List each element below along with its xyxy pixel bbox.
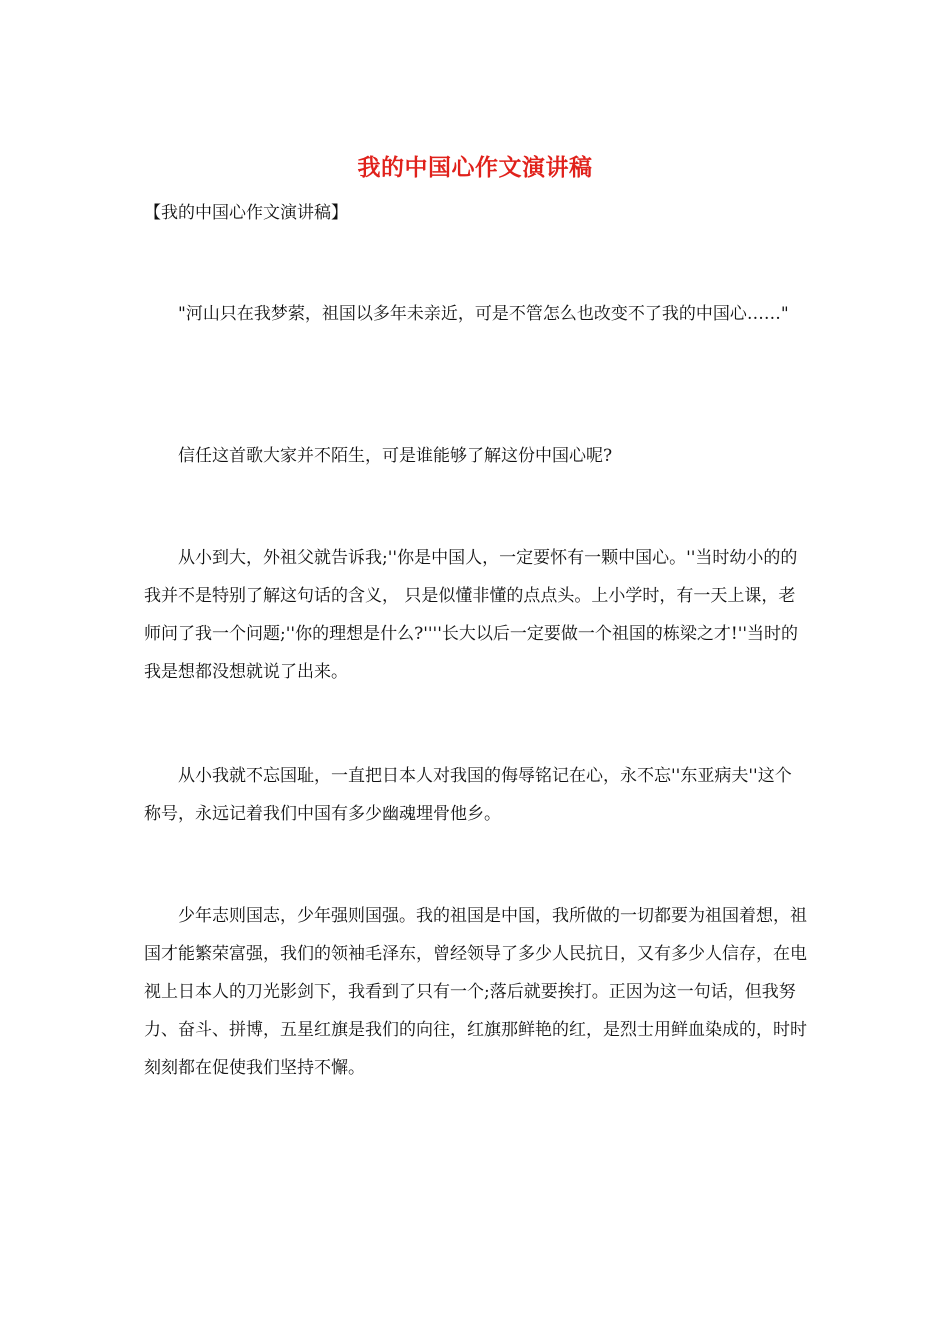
paragraph-4: 从小我就不忘国耻，一直把日本人对我国的侮辱铭记在心，永不忘''东亚病夫''这个称号，永远记着我们中国有多少幽魂埋骨他乡。 [144,766,792,824]
paragraph-5: 少年志则国志，少年强则国强。我的祖国是中国，我所做的一切都要为祖国着想，祖国才能繁荣富强，我们的领袖毛泽东，曾经领导了多少人民抗日，又有多少人信存，在电视上日本人的刀光影剑下，我看到了只有一个;落后就要挨打。正因为这一句话，但我努力、奋斗、拼博，五星红旗是我们的向往，红旗那鲜艳的红，是烈士用鲜血染成的，时时刻刻都在促使我们坚持不懈。 [144,906,807,1078]
document-subtitle: 【我的中国心作文演讲稿】 [144,203,348,223]
document-title: 我的中国心作文演讲稿 [357,154,593,181]
paragraph-1: "河山只在我梦萦，祖国以多年未亲近，可是不管怎么也改变不了我的中国心……" [178,304,789,324]
paragraph-2: 信任这首歌大家并不陌生，可是谁能够了解这份中国心呢? [178,446,613,466]
paragraph-3: 从小到大，外祖父就告诉我;''你是中国人，一定要怀有一颗中国心。''当时幼小的的我并不是特别了解这句话的含义， 只是似懂非懂的点点头。上小学时，有一天上课，老师问了我一个问题;''你的理想是什么?''''长大以后一定要做一个祖国的栋梁之才!''当时的我是想都没想就说了出来。 [144,548,799,682]
